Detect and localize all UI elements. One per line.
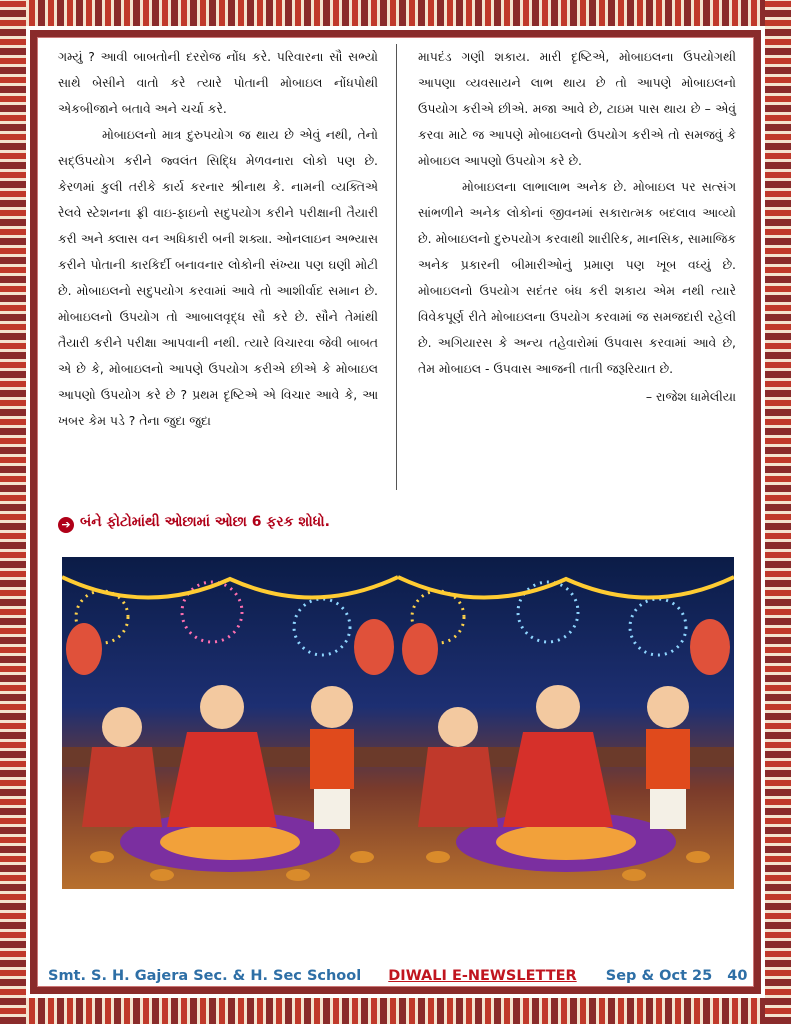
author-signature: – રાજેશ ધામેલીયા (645, 389, 736, 404)
border-bottom (0, 998, 791, 1024)
paragraph: મોબાઇલના લાભાલાભ અનેક છે. મોબાઇલ પર સત્સંગ સાંભળીને અનેક લોકોનાં જીવનમાં સકારાત્મક બદલાવ આવ્યો છે. મોબાઇલનો દુરુપયોગ કરવાથી શારીરિક, માનસિક, સામાજિક અનેક પ્રકારની બીમારીઓનું પ્રમાણ પણ ખૂબ વધ્યું છે. મોબાઇલનો ઉપયોગ સદંતર બંધ કરી શકાય એમ નથી ત્યારે વિવેકપૂર્ણ રીતે મોબાઇલના ઉપયોગ કરવામાં જ સમજદારી રહેલી છે. અગિયારસ કે અન્ય તહેવારોમાં ઉપવાસ કરવામાં આવે છે, તેમ મોબાઇલ - ઉપવાસ આજની તાતી જરૂરિયાત છે. (418, 179, 736, 376)
border-top (0, 0, 791, 26)
footer-date: Sep & Oct 25 (605, 968, 713, 984)
footer (48, 968, 748, 984)
border-right (765, 0, 791, 1024)
puzzle-heading-text: બંને ફોટોમાંથી ઓછામાં ઓછા 6 ફરક શોધો. (80, 514, 330, 530)
page-number: 40 (727, 968, 748, 984)
border-left (0, 0, 26, 1024)
footer-school: Smt. S. H. Gajera Sec. & H. Sec School (48, 968, 362, 984)
puzzle-heading (58, 514, 330, 533)
footer-newsletter: DIWALI E-NEWSLETTER (388, 968, 577, 984)
diwali-illustration (62, 557, 398, 889)
paragraph: મોબાઇલનો માત્ર દુરુપયોગ જ થાય છે એવું નથી, તેનો સદ્‌ઉપયોગ કરીને જ્વલંત સિદ્ધિ મેળવનારા લોકો પણ છે. કેરળમાં કુલી તરીકે કાર્ય કરનાર શ્રીનાથ કે. નામની વ્યક્તિએ રેલવે સ્ટેશનના ફ્રી વાઇ-ફાઇનો સદુપયોગ કરીને પરીક્ષાની તૈયારી કરી અને ક્લાસ વન અધિકારી બની શક્યા. ઓનલાઇન અભ્યાસ કરીને પોતાની કારકિર્દી બનાવનાર લોકોની સંખ્યા પણ ઘણી મોટી છે. મોબાઇલનો સદુપયોગ કરવામાં આવે તો આશીર્વાદ સમાન છે. મોબાઇલનો ઉપયોગ તો આબાલવૃદ્ધ સૌ કરે છે. સૌને તેમાંથી તૈયારી કરીને પરીક્ષા આપવાની નથી. ત્યારે વિચારવા જેવી બાબત એ છે કે, મોબાઇલનો આપણે ઉપયોગ કરીએ છીએ કે મોબાઇલ આપણો ઉપયોગ કરે છે ? પ્રથમ દૃષ્ટિએ એ વિચાર આવે કે, આ ખબર કેમ પડે ? તેના જુદા જુદા (58, 127, 378, 428)
puzzle-photo-right (398, 557, 734, 889)
column-divider (396, 44, 397, 490)
diwali-illustration (398, 557, 734, 889)
paragraph: ગમ્યું ? આવી બાબતોની દરરોજ નોંધ કરે. પરિવારના સૌ સભ્યો સાથે બેસીને વાતો કરે ત્યારે પોતાની મોબાઇલ નોંધપોથી એકબીજાને બતાવે અને ચર્ચા કરે. (58, 49, 378, 116)
article-right-column (418, 44, 736, 410)
arrow-icon: ➔ (58, 517, 74, 533)
article-left-column (58, 44, 378, 434)
puzzle-photo-left (62, 557, 398, 889)
paragraph: માપદંડ ગણી શકાય. મારી દૃષ્ટિએ, મોબાઇલના ઉપયોગથી આપણા વ્યવસાયને લાભ થાય છે તો આપણે મોબાઇલનો ઉપયોગ કરીએ છીએ. મજા આવે છે, ટાઇમ પાસ થાય છે – એવું કરવા માટે જ આપણે મોબાઇલનો ઉપયોગ કરીએ તો સમજવું કે મોબાઇલ આપણો ઉપયોગ કરે છે. (418, 49, 736, 168)
